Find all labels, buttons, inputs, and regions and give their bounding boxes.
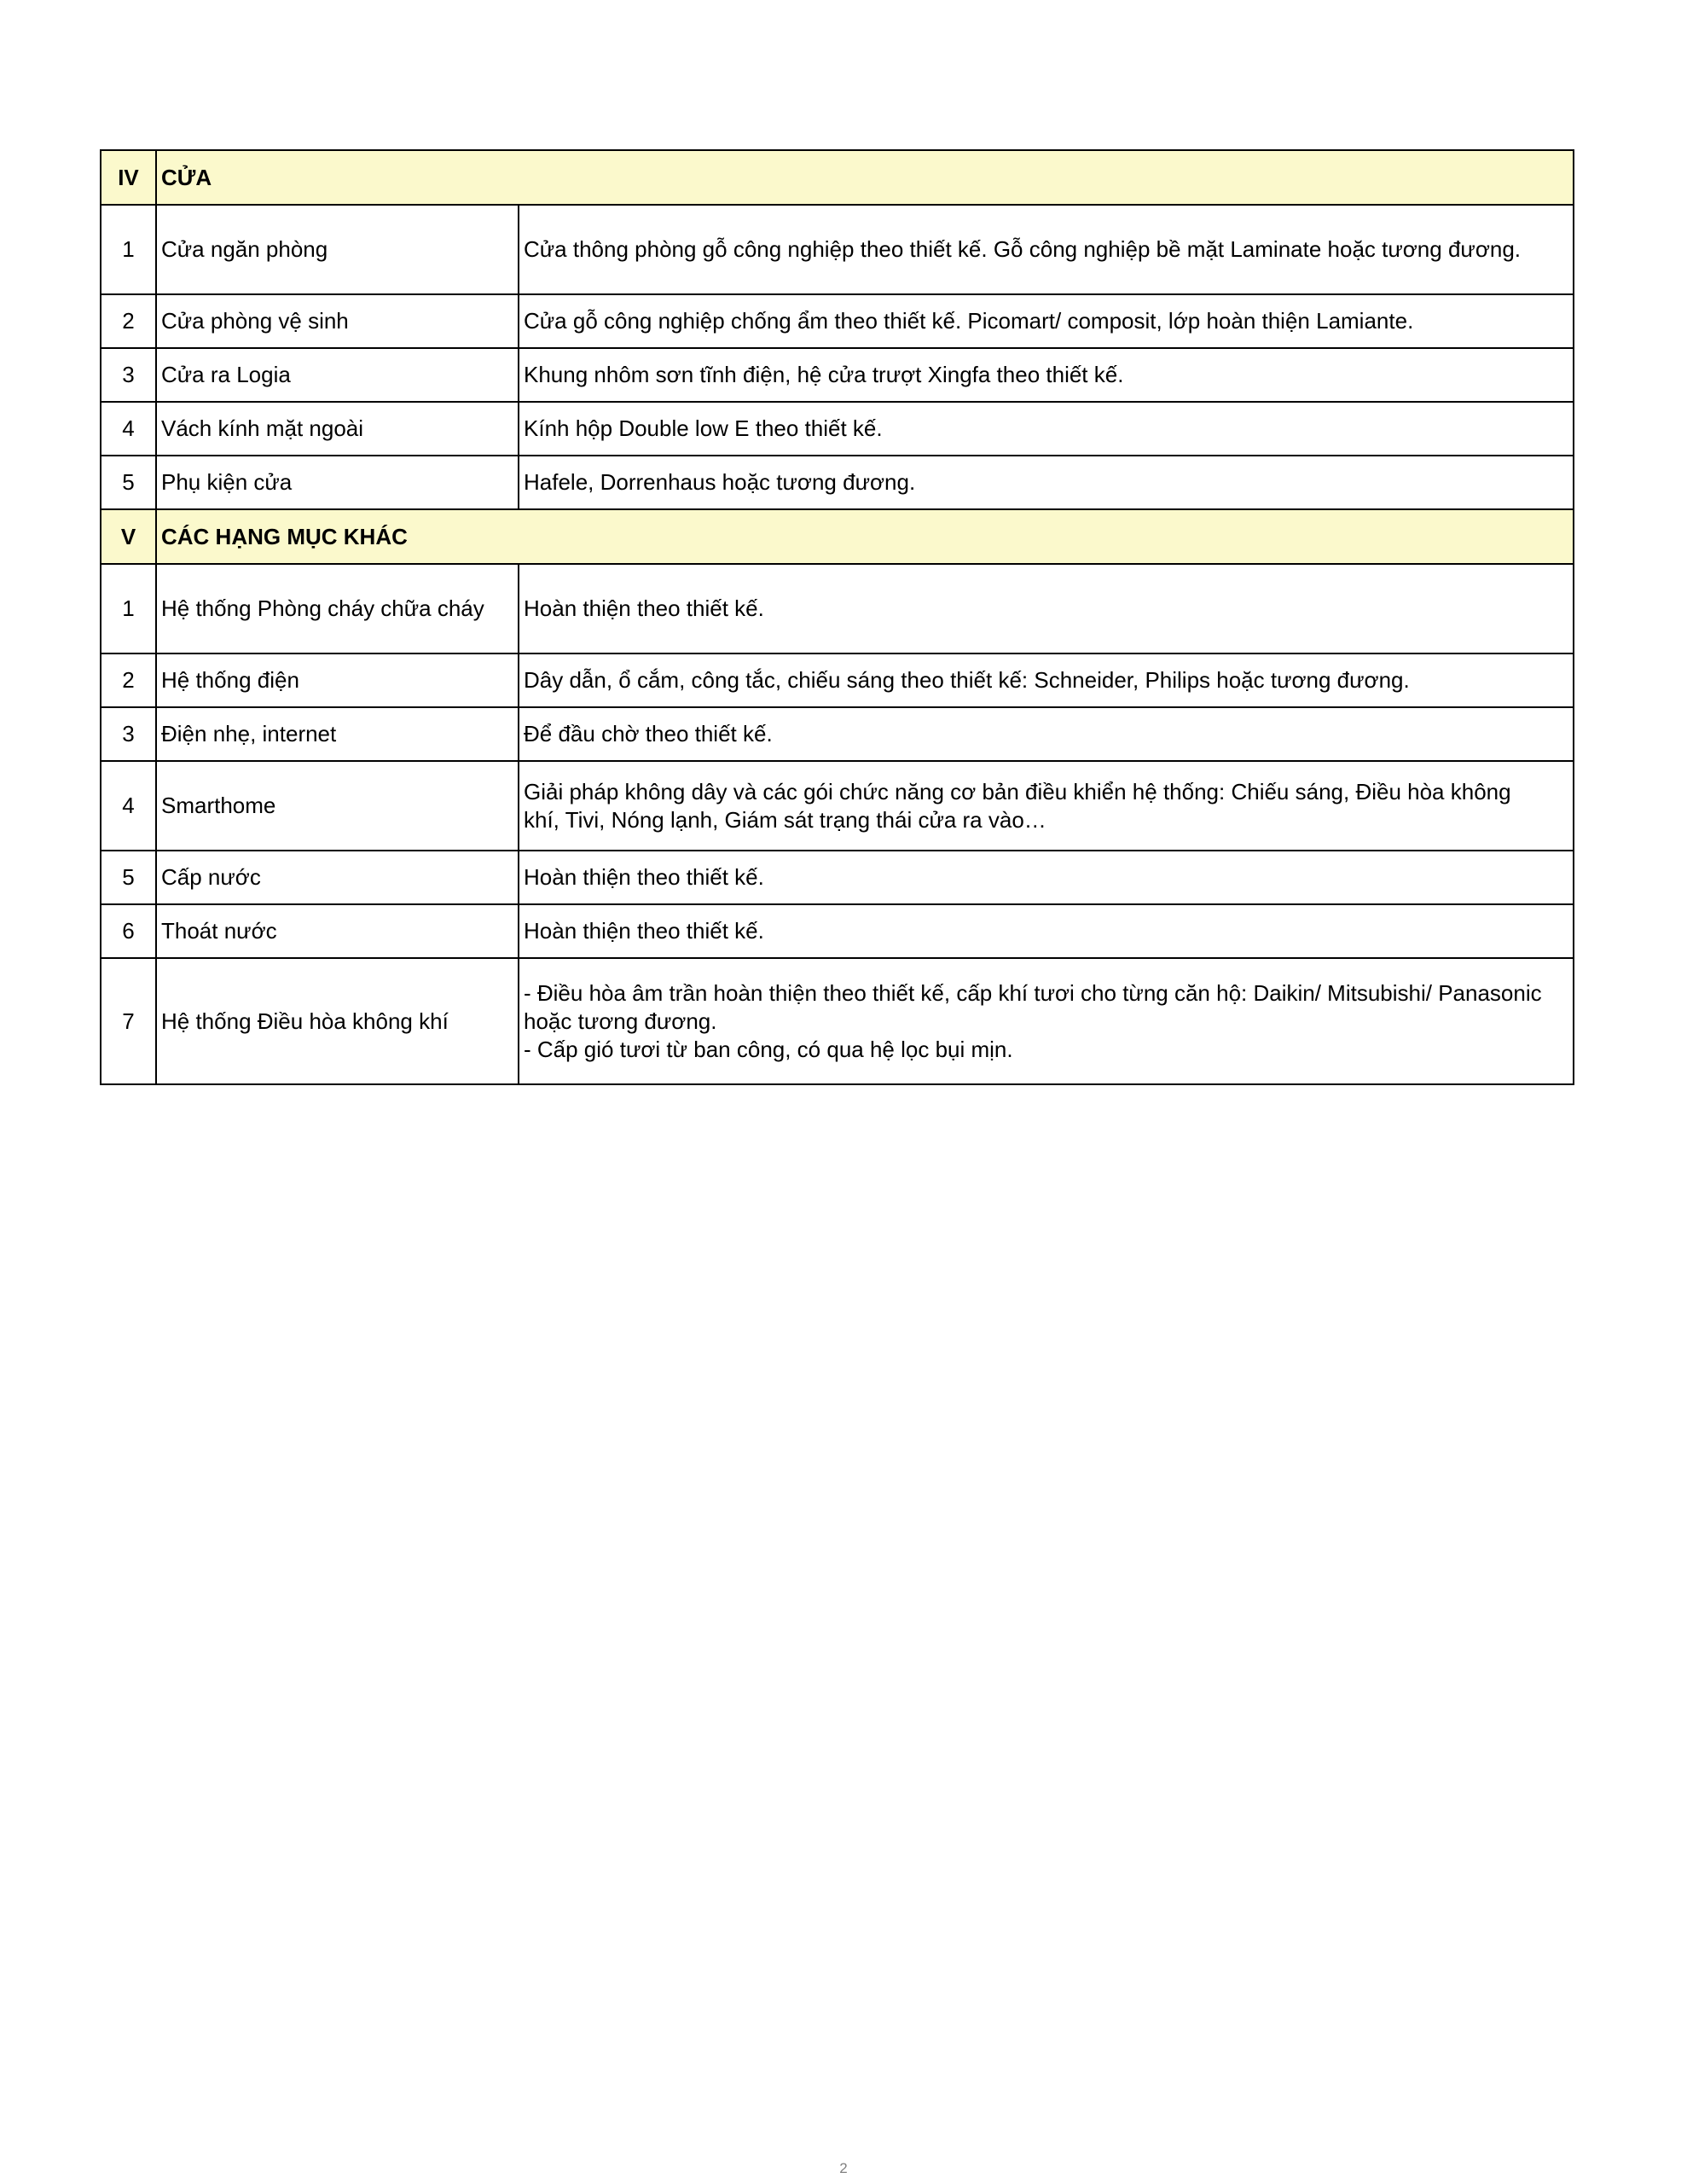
table-row (101, 958, 1574, 1084)
spec-table (100, 149, 1574, 1085)
table-row (101, 564, 1574, 653)
description-line: hoặc tương đương. (524, 1008, 717, 1034)
row-description: Cửa gỗ công nghiệp chống ẩm theo thiết kế. Picomart/ composit, lớp hoàn thiện Lamiante. (519, 294, 1574, 348)
row-number: 4 (101, 761, 156, 851)
row-number: 2 (101, 653, 156, 707)
row-number: 5 (101, 851, 156, 904)
row-item: Hệ thống điện (156, 653, 519, 707)
table-row (101, 402, 1574, 456)
table-row (101, 653, 1574, 707)
row-description: Hoàn thiện theo thiết kế. (519, 564, 1574, 653)
table-row (101, 205, 1574, 294)
table-row (101, 348, 1574, 402)
section-number: IV (101, 150, 156, 205)
row-item: Cấp nước (156, 851, 519, 904)
table-row (101, 294, 1574, 348)
row-item: Cửa ngăn phòng (156, 205, 519, 294)
row-description: Hoàn thiện theo thiết kế. (519, 851, 1574, 904)
row-description: Hoàn thiện theo thiết kế. (519, 904, 1574, 958)
row-item: Cửa phòng vệ sinh (156, 294, 519, 348)
page-number: 2 (839, 2160, 848, 2176)
description-line: khí, Tivi, Nóng lạnh, Giám sát trạng thái cửa ra vào… (524, 806, 1046, 833)
description-line: Giải pháp không dây và các gói chức năng cơ bản điều khiển hệ thống: Chiếu sáng, Điều hòa không (524, 778, 1511, 804)
row-description (519, 958, 1574, 1084)
description-line: - Cấp gió tươi từ ban công, có qua hệ lọc bụi mịn. (524, 1036, 1013, 1062)
row-description: Để đầu chờ theo thiết kế. (519, 707, 1574, 761)
row-item: Hệ thống Điều hòa không khí (156, 958, 519, 1084)
section-number: V (101, 509, 156, 564)
row-number: 1 (101, 205, 156, 294)
row-item: Cửa ra Logia (156, 348, 519, 402)
table-row (101, 904, 1574, 958)
row-description: Hafele, Dorrenhaus hoặc tương đương. (519, 456, 1574, 509)
row-number: 6 (101, 904, 156, 958)
row-item: Thoát nước (156, 904, 519, 958)
row-item: Hệ thống Phòng cháy chữa cháy (156, 564, 519, 653)
row-number: 3 (101, 707, 156, 761)
description-line: - Điều hòa âm trần hoàn thiện theo thiết kế, cấp khí tươi cho từng căn hộ: Daikin/ Mitsubishi/ Panasonic (524, 979, 1542, 1006)
section-header-row (101, 509, 1574, 564)
row-number: 1 (101, 564, 156, 653)
row-description: Khung nhôm sơn tĩnh điện, hệ cửa trượt Xingfa theo thiết kế. (519, 348, 1574, 402)
table-row (101, 761, 1574, 851)
row-item: Smarthome (156, 761, 519, 851)
table-row (101, 456, 1574, 509)
table-row (101, 707, 1574, 761)
table-row (101, 851, 1574, 904)
section-header-row (101, 150, 1574, 205)
row-number: 3 (101, 348, 156, 402)
row-number: 5 (101, 456, 156, 509)
row-number: 4 (101, 402, 156, 456)
row-description: Dây dẫn, ổ cắm, công tắc, chiếu sáng theo thiết kế: Schneider, Philips hoặc tương đương. (519, 653, 1574, 707)
row-item: Phụ kiện cửa (156, 456, 519, 509)
row-description: Kính hộp Double low E theo thiết kế. (519, 402, 1574, 456)
section-title: CÁC HẠNG MỤC KHÁC (156, 509, 1574, 564)
row-description: Cửa thông phòng gỗ công nghiệp theo thiết kế. Gỗ công nghiệp bề mặt Laminate hoặc tương đương. (519, 205, 1574, 294)
row-number: 2 (101, 294, 156, 348)
section-title: CỬA (156, 150, 1574, 205)
row-item: Vách kính mặt ngoài (156, 402, 519, 456)
row-item: Điện nhẹ, internet (156, 707, 519, 761)
row-description (519, 761, 1574, 851)
row-number: 7 (101, 958, 156, 1084)
